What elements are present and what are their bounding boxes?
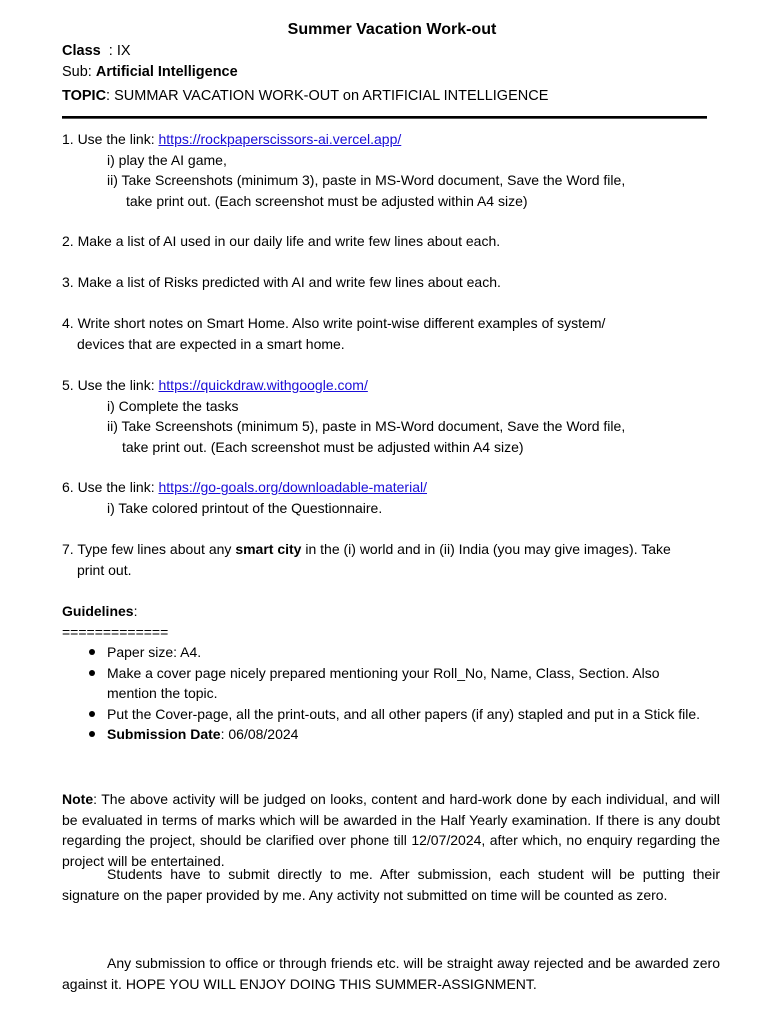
item-1-line	[62, 129, 722, 150]
list-item	[62, 724, 722, 745]
topic-value: : SUMMAR VACATION WORK-OUT on ARTIFICIAL INTELLIGENCE	[106, 88, 549, 104]
item-6-sub-1: i) Take colored printout of the Questionnaire.	[107, 499, 383, 516]
item-5-sub-2-cont: take print out. (Each screenshot must be adjusted within A4 size)	[122, 438, 524, 455]
note-text: : The above activity will be judged on looks, content and hard-work done by each individual, and will be evaluated in terms of marks which will be awarded in the Half Yearly examination. If there is any doubt regarding the project, should be clarified over phone till 12/07/2024, after which, no enquiry regarding the project will be entertained.	[62, 791, 720, 869]
item-1-sub-2-cont: take print out. (Each screenshot must be adjusted within A4 size)	[126, 192, 528, 209]
guideline-2: Make a cover page nicely prepared mentioning your Roll_No, Name, Class, Section. Also mention the topic.	[107, 664, 660, 701]
list-item	[62, 642, 722, 663]
item-7-pre: 7. Type few lines about any	[62, 541, 236, 557]
subject-value: Artificial Intelligence	[95, 64, 238, 80]
item-6-line	[62, 477, 722, 498]
rockpaperscissors-link[interactable]: https://rockpaperscissors-ai.vercel.app/	[158, 131, 402, 147]
list-item	[62, 663, 707, 704]
guidelines-colon: :	[133, 603, 138, 619]
submission-date-label: Submission Date	[107, 726, 221, 742]
bullet-icon	[89, 731, 95, 737]
item-2: 2. Make a list of AI used in our daily life and write few lines about each.	[62, 233, 501, 249]
item-5	[62, 375, 722, 457]
item-7	[62, 539, 724, 580]
item-1-sub-1: i) play the AI game,	[107, 151, 227, 168]
topic-label: TOPIC	[62, 88, 107, 104]
item-7-bold: smart city	[235, 541, 302, 557]
quickdraw-link[interactable]: https://quickdraw.withgoogle.com/	[158, 377, 368, 393]
item-7-line-2: print out.	[77, 561, 132, 578]
class-value: : IX	[100, 43, 131, 59]
list-item	[62, 704, 732, 725]
submission-paragraph: Students have to submit directly to me. After submission, each student will be putting their signature on the paper provided by me. Any activity not submitted on time will be counted as zero.	[62, 866, 720, 903]
guideline-1: Paper size: A4.	[107, 644, 202, 660]
item-5-sub-2: ii) Take Screenshots (minimum 5), paste in MS-Word document, Save the Word file,	[107, 418, 626, 434]
note-label: Note	[62, 791, 94, 807]
item-5-line	[62, 375, 722, 396]
topic-line	[62, 86, 548, 107]
item-3: 3. Make a list of Risks predicted with AI and write few lines about each.	[62, 274, 501, 290]
item-4-line-1: 4. Write short notes on Smart Home. Also write point-wise different examples of system/	[62, 315, 606, 331]
guideline-3: Put the Cover-page, all the print-outs, and all other papers (if any) stapled and put in a Stick file.	[107, 705, 700, 722]
subject-line	[62, 62, 238, 83]
item-1-sub-2: ii) Take Screenshots (minimum 3), paste in MS-Word document, Save the Word file,	[107, 172, 626, 188]
item-7-post: in the (i) world and in (ii) India (you may give images). Take	[301, 541, 671, 557]
go-goals-link[interactable]: https://go-goals.org/downloadable-material/	[158, 479, 427, 495]
bullet-icon	[89, 649, 95, 655]
class-label: Class	[62, 43, 101, 59]
guidelines-heading-line	[62, 601, 722, 622]
guidelines-list	[62, 642, 722, 745]
item-4-line-2: devices that are expected in a smart home.	[77, 335, 345, 352]
item-4	[62, 313, 722, 354]
item-5-prefix: 5. Use the link:	[62, 377, 159, 393]
item-1-prefix: 1. Use the link:	[62, 131, 159, 147]
class-line	[62, 41, 131, 62]
submission-date-value: : 06/08/2024	[220, 726, 299, 742]
bullet-icon	[89, 711, 95, 717]
page-title: Summer Vacation Work-out	[287, 21, 497, 38]
item-6-prefix: 6. Use the link:	[62, 479, 159, 495]
item-1	[62, 129, 722, 211]
note-paragraph	[62, 789, 720, 871]
guidelines-section	[62, 601, 722, 745]
header-divider	[62, 116, 707, 118]
guidelines-heading: Guidelines	[62, 603, 134, 619]
item-7-line-1	[62, 539, 724, 560]
closing-paragraph: Any submission to office or through friends etc. will be straight away rejected and be awarded zero against it. HOPE YOU WILL ENJOY DOING THIS SUMMER-ASSIGNMENT.	[62, 955, 720, 992]
subject-label: Sub:	[62, 64, 96, 80]
guidelines-separator: =============	[62, 623, 169, 640]
item-5-sub-1: i) Complete the tasks	[107, 397, 239, 414]
bullet-icon	[89, 670, 95, 676]
item-6	[62, 477, 722, 518]
